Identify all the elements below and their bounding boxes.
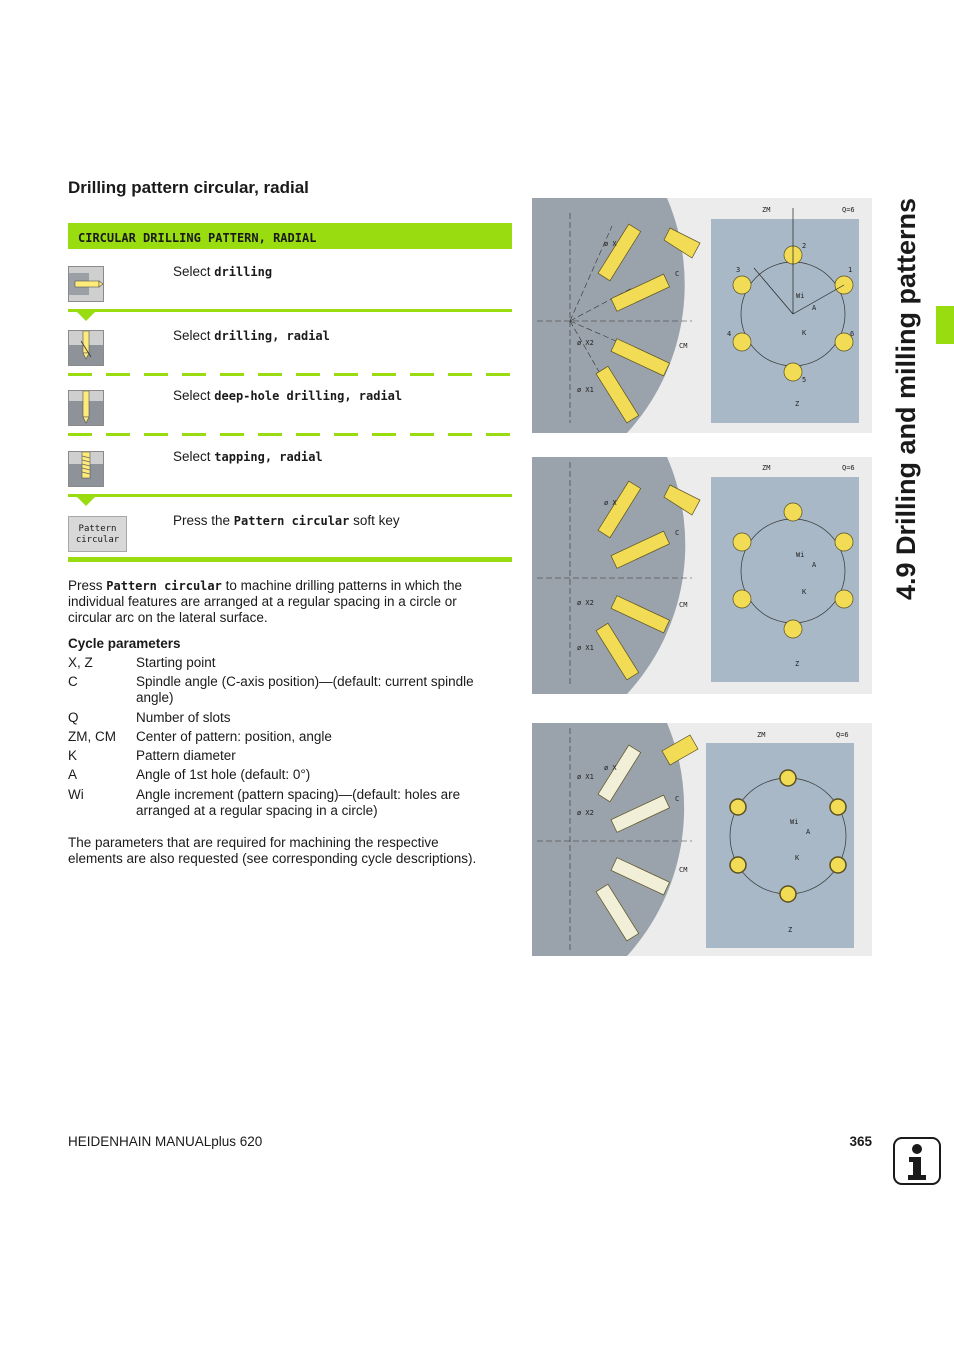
svg-text:ZM: ZM [762,464,771,472]
separator-dashed [68,433,512,436]
step-label: Select tapping, radial [173,449,323,464]
svg-text:CM: CM [679,601,688,609]
page-number: 365 [849,1134,872,1149]
svg-text:1: 1 [848,266,853,274]
step-label: Press the Pattern circular soft key [173,513,400,528]
menu-header-label: CIRCULAR DRILLING PATTERN, RADIAL [78,231,317,245]
closing-paragraph: The parameters that are required for machining the respective elements are also requested (see corresponding cycle descriptions). [68,835,477,866]
menu-header [68,223,512,249]
svg-text:6: 6 [850,330,855,338]
footer-manual-name: HEIDENHAIN MANUALplus 620 [68,1134,263,1149]
intro-paragraph: Press Pattern circular to machine drilling patterns in which the individual features are arranged at a regular spacing in a circle or circular arc on the lateral surface. [68,578,462,625]
svg-text:K: K [802,588,807,596]
svg-text:A: A [806,828,811,836]
chapter-tab [936,306,954,344]
svg-text:A: A [812,304,817,312]
svg-text:C: C [675,529,680,537]
figure-drawing [532,198,872,433]
cycle-parameters-heading: Cycle parameters [68,636,181,651]
svg-text:C: C [675,270,680,278]
svg-text:Q=6: Q=6 [842,206,855,214]
svg-text:4: 4 [727,330,732,338]
svg-text:C: C [675,795,680,803]
svg-text:K: K [795,854,800,862]
separator [68,309,512,312]
step-drilling-radial [68,328,512,368]
svg-text:ø X2: ø X2 [577,339,594,347]
arrow-down-icon [77,312,95,321]
deep-hole-drilling-icon [68,390,104,426]
tapping-icon [68,451,104,487]
svg-text:ø X1: ø X1 [577,386,594,394]
svg-text:K: K [802,329,807,337]
separator-dashed [68,373,512,376]
figure-tapping-radial [532,723,872,956]
separator [68,494,512,497]
pattern-circular-softkey[interactable] [68,516,127,552]
svg-text:ø X1: ø X1 [577,644,594,652]
svg-text:ø X1: ø X1 [577,773,594,781]
svg-text:ø X: ø X [604,764,617,772]
step-deep-hole-drilling [68,388,512,428]
svg-text:Q=6: Q=6 [836,731,849,739]
step-label: Select deep-hole drilling, radial [173,388,403,403]
step-drilling [68,264,512,304]
svg-text:Wi: Wi [796,292,805,300]
svg-text:ø X2: ø X2 [577,809,594,817]
figure-deep-hole-drilling [532,457,872,694]
drilling-icon [68,266,104,302]
svg-text:CM: CM [679,342,688,350]
svg-text:5: 5 [802,376,807,384]
svg-text:2: 2 [802,242,807,250]
svg-text:ø X: ø X [604,240,617,248]
step-label: Select drilling [173,264,273,279]
softkey-line2: circular [75,535,120,545]
svg-text:Z: Z [788,926,793,934]
table-bottom-rule [68,557,512,562]
section-title: Drilling pattern circular, radial [68,178,309,197]
figure-drilling-radial [532,198,872,433]
svg-text:ZM: ZM [762,206,771,214]
svg-text:ø X: ø X [604,499,617,507]
svg-text:A: A [812,561,817,569]
softkey-line1: Pattern [78,524,117,534]
svg-text:Z: Z [795,660,800,668]
svg-text:ZM: ZM [757,731,766,739]
svg-text:ø X2: ø X2 [577,599,594,607]
figure-drawing [532,457,872,694]
step-label: Select drilling, radial [173,328,330,343]
step-tapping-radial [68,449,512,489]
svg-text:Wi: Wi [790,818,799,826]
svg-text:Wi: Wi [796,551,805,559]
radial-drilling-icon [68,330,104,366]
figure-drawing [532,723,872,956]
arrow-down-icon [77,497,95,506]
svg-text:3: 3 [736,266,741,274]
info-icon [893,1137,941,1185]
svg-text:CM: CM [679,866,688,874]
svg-text:Q=6: Q=6 [842,464,855,472]
svg-text:Z: Z [795,400,800,408]
